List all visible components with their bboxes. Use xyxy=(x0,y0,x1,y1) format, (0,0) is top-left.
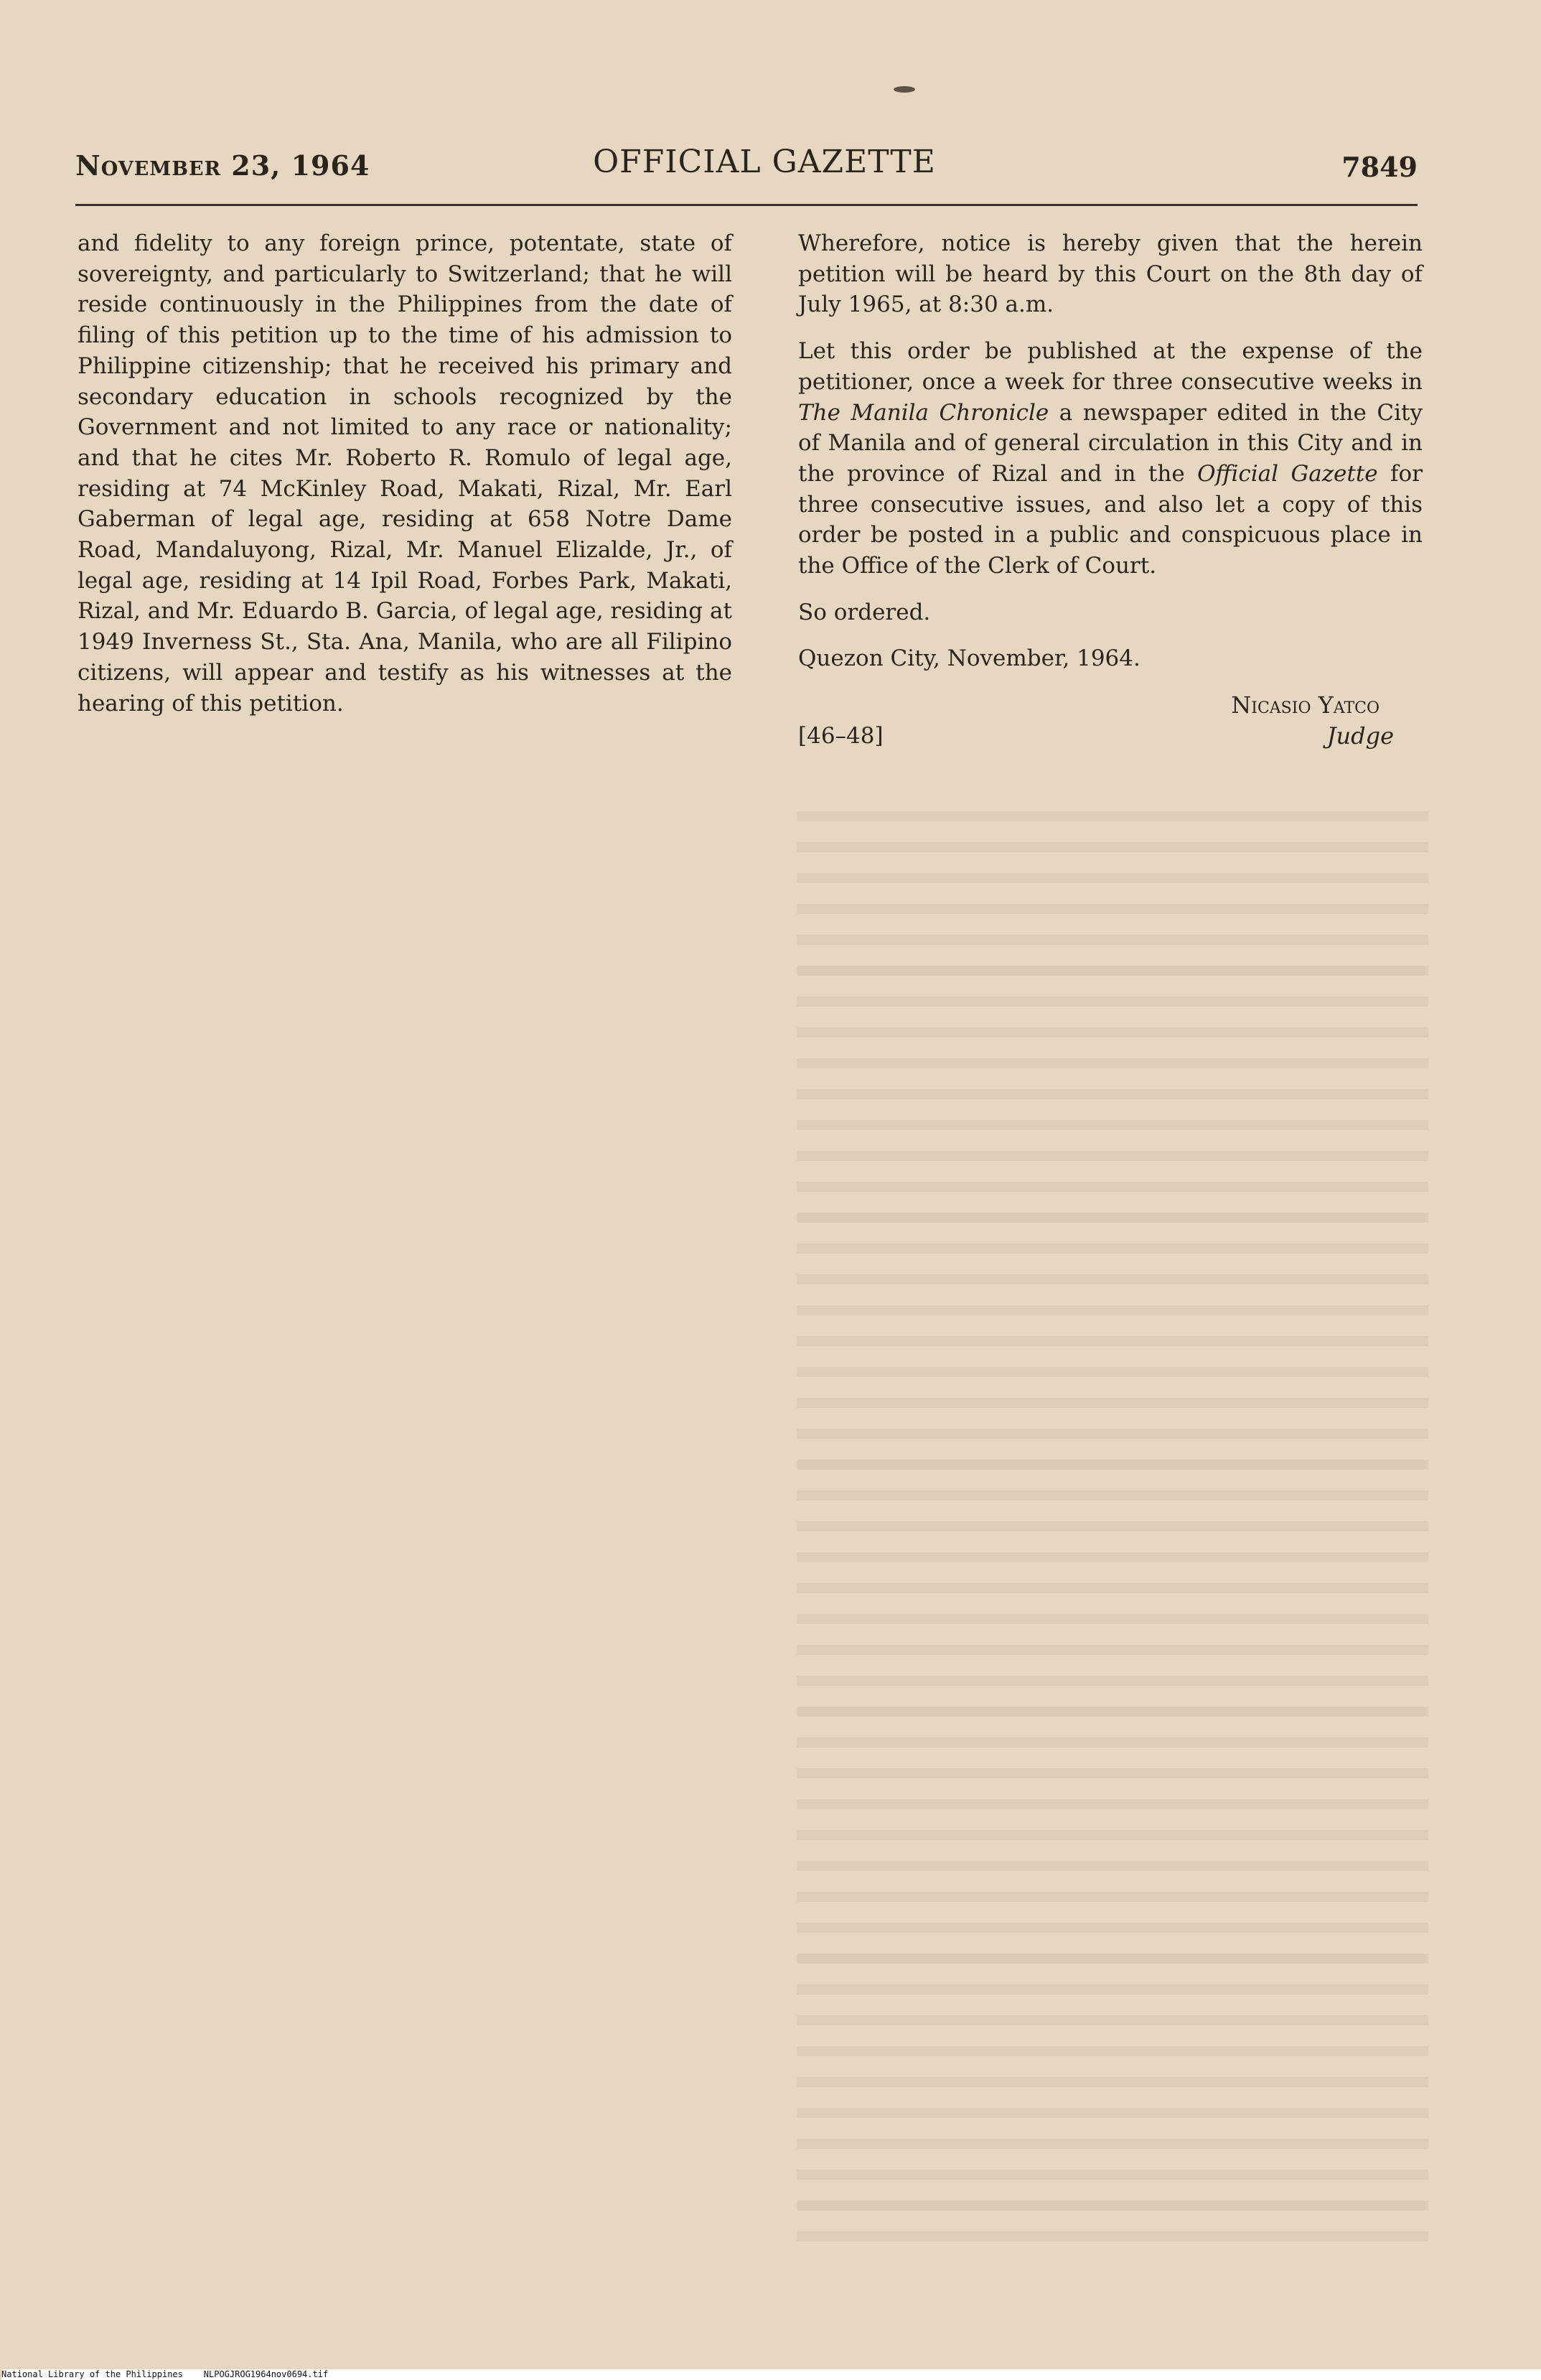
right-column xyxy=(798,228,1423,759)
footer-file: NLPOGJROG1964nov0694.tif xyxy=(203,2369,329,2379)
signature-block xyxy=(798,690,1423,759)
gazette-name: Official Gazette xyxy=(1197,460,1378,487)
header-title: OFFICIAL GAZETTE xyxy=(593,144,936,180)
left-column xyxy=(78,228,732,719)
header-date: November 23, 1964 xyxy=(75,149,370,182)
header-page-number: 7849 xyxy=(1341,151,1418,183)
place-date: Quezon City, November, 1964. xyxy=(798,645,1140,672)
page-header xyxy=(75,144,1418,194)
reverse-side-bleed-through xyxy=(797,811,1428,2247)
header-rule xyxy=(75,204,1418,206)
scan-footer xyxy=(1,2369,1541,2380)
so-ordered: So ordered. xyxy=(798,599,931,625)
newspaper-name: The Manila Chronicle xyxy=(798,399,1049,426)
publication-text-3: for three consecutive issues, and also let a copy of this order be posted in a public and conspicuous place in the Office of the Clerk of Court. xyxy=(798,460,1423,579)
right-paragraph-hearing: Wherefore, notice is hereby given that the herein petition will be heard by this Court on the 8th day of July 1965, at 8:30 a.m. xyxy=(798,230,1423,318)
footer-library: National Library of the Philippines xyxy=(1,2369,183,2379)
right-paragraph-publication xyxy=(798,336,1423,582)
publication-text-2: a newspaper edited in the City of Manila and of general circulation in this City and in the province of Rizal and in the xyxy=(798,399,1423,487)
docket-number: [46–48] xyxy=(798,723,884,750)
left-paragraph: and fidelity to any foreign prince, potentate, state of sovereignty, and particularly to Switzerland; that he will reside continuously in the Philippines from the date of filing of this petition up to the time of his admission to Philippine citizenship; that he received his primary and secondary education in schools recognized by the Government and not limited to any race or nationality; and that he cites Mr. Roberto R. Romulo of legal age, residing at 74 McKinley Road, Makati, Rizal, Mr. Earl Gaberman of legal age, residing at 658 Notre Dame Road, Mandaluyong, Rizal, Mr. Manuel Elizalde, Jr., of legal age, residing at 14 Ipil Road, Forbes Park, Makati, Rizal, and Mr. Eduardo B. Garcia, of legal age, residing at 1949 Inverness St., Sta. Ana, Manila, who are all Filipino citizens, will appear and testify as his witnesses at the hearing of this petition. xyxy=(78,230,732,717)
judge-name: Nicasio Yatco xyxy=(1231,691,1380,719)
publication-text-1: Let this order be published at the expense of the petitioner, once a week for three consecutive weeks in xyxy=(798,338,1423,395)
ink-mark xyxy=(894,86,915,93)
judge-title: Judge xyxy=(1326,722,1394,750)
